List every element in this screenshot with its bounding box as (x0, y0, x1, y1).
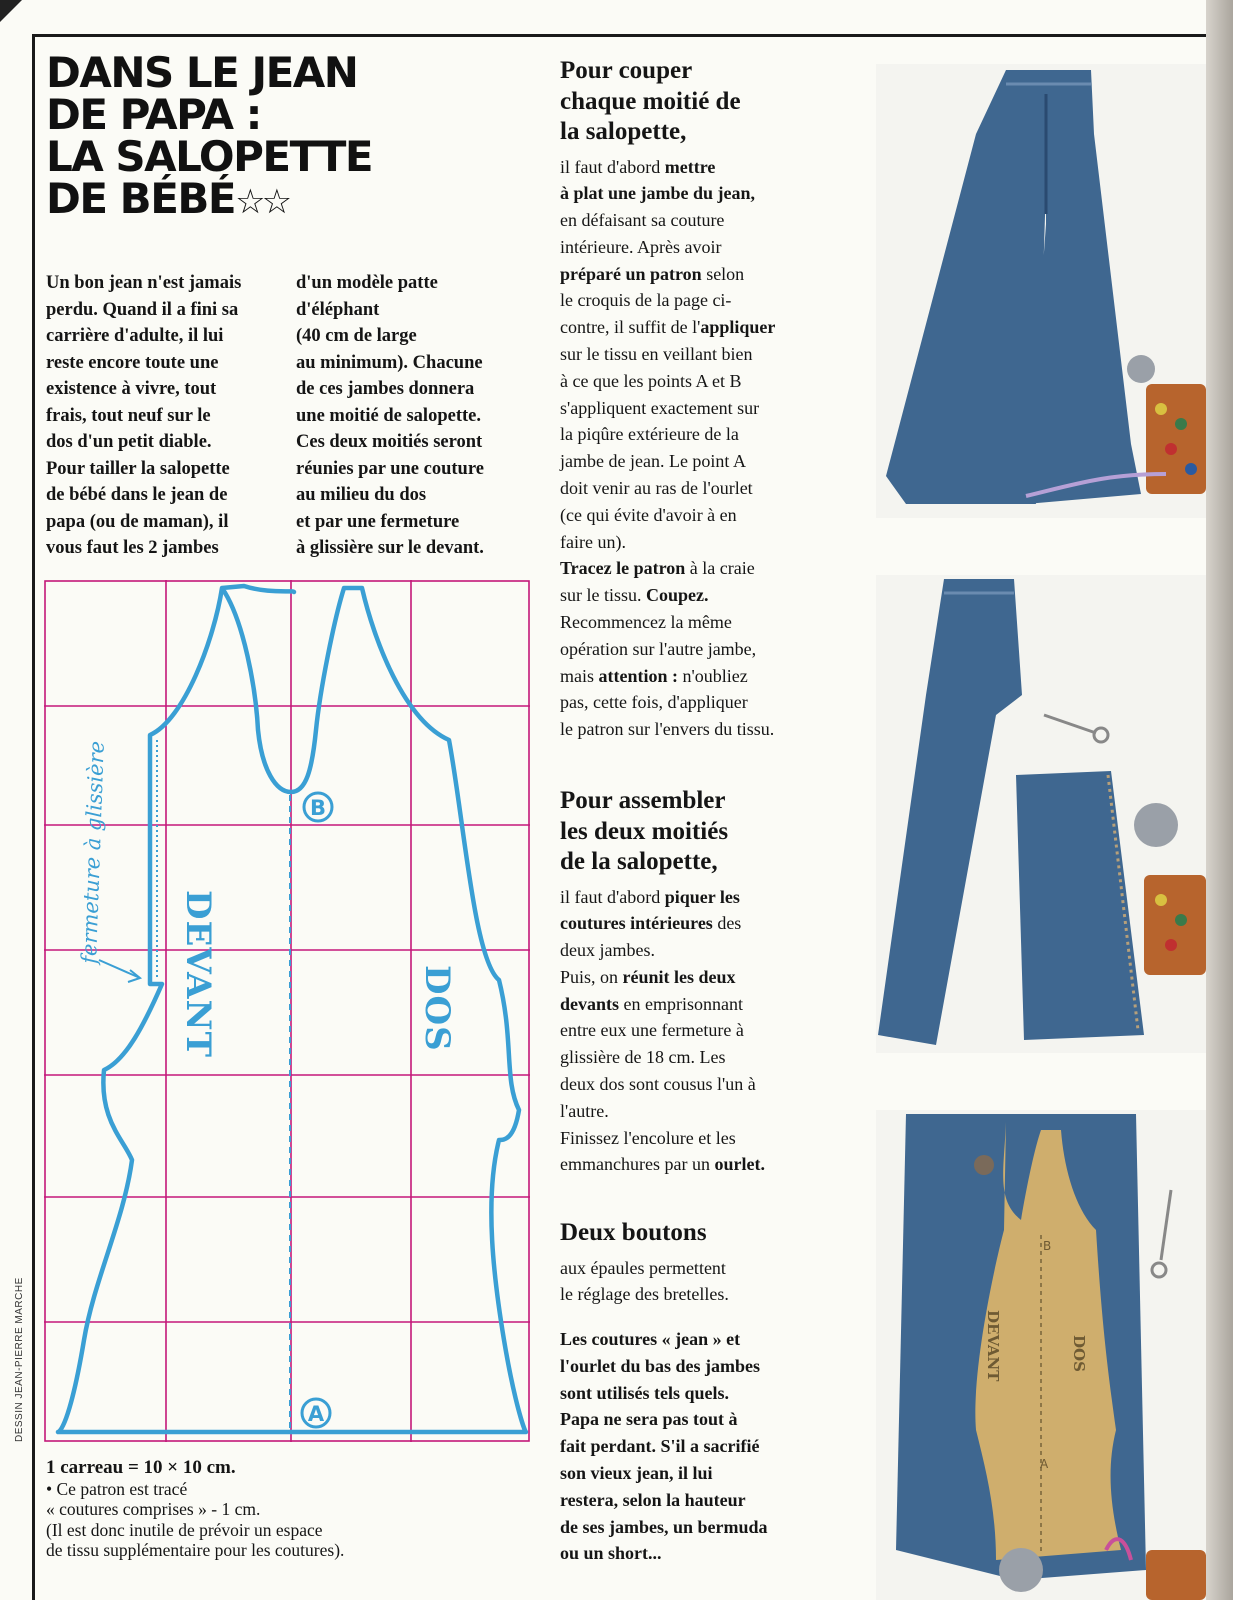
section-assembly (560, 786, 855, 1178)
intro-right-line: une moitié de salopette. (296, 405, 481, 426)
section-buttons-heading (560, 1218, 855, 1249)
intro-column-left (46, 270, 286, 562)
photo-jeans-cut (876, 575, 1206, 1053)
heading-line: Pour couper (560, 57, 693, 84)
text-run: le croquis de la page ci- (560, 290, 732, 311)
page-edge (1206, 0, 1233, 1600)
intro-right-line: d'un modèle patte (296, 273, 438, 293)
text-run: Finissez l'encolure et les (560, 1127, 736, 1148)
intro-right-line: d'éléphant (296, 299, 380, 320)
text-run: devants (560, 993, 620, 1014)
heading-line: Deux boutons (560, 1219, 707, 1246)
point-b-marker (304, 793, 332, 821)
title-line-4 (46, 174, 526, 223)
intro-left-line: de bébé dans le jean de (46, 485, 228, 505)
text-run: en défaisant sa couture (560, 210, 725, 231)
photo-label-devant: DEVANT (984, 1310, 1002, 1382)
intro-right-line: à glissière sur le devant. (296, 538, 484, 558)
text-run: n'oubliez (678, 665, 748, 686)
text-run: préparé un patron (560, 263, 702, 284)
heading-line: de la salopette, (560, 848, 718, 875)
text-run: s'appliquent exactement sur (560, 397, 760, 418)
intro-left-line: carrière d'adulte, il lui (46, 326, 224, 346)
text-run: piquer les (664, 886, 740, 907)
photo-label-a: A (1040, 1457, 1049, 1471)
intro-right-line: Ces deux moitiés seront (296, 432, 483, 452)
text-run: appliquer (700, 317, 776, 338)
closing-paragraph (560, 1326, 855, 1567)
text-run: jambe de jean. Le point A (560, 451, 746, 472)
text-run: aux épaules permettent (560, 1257, 726, 1278)
text-run: à plat une jambe du jean, (560, 183, 756, 204)
text-run: le patron sur l'envers du tissu. (560, 719, 775, 740)
text-run: le réglage des bretelles. (560, 1284, 729, 1305)
closing-line: son vieux jean, il lui (560, 1463, 713, 1484)
title-line-1: DANS LE JEAN (46, 48, 358, 97)
point-a-marker (302, 1399, 330, 1427)
frame-left-rule (32, 34, 35, 1600)
text-run: (ce qui évite d'avoir à en (560, 504, 737, 525)
intro-right-line: (40 cm de large (296, 326, 417, 346)
closing-line: ou un short... (560, 1543, 662, 1564)
photo-pattern-on-jeans (876, 1110, 1206, 1600)
section-assembly-heading (560, 786, 855, 878)
point-a-label: A (307, 1402, 325, 1426)
intro-right-line: au minimum). Chacune (296, 352, 483, 373)
intro-left-line: papa (ou de maman), il (46, 511, 229, 532)
section-cutting (560, 56, 855, 743)
text-run: faire un). (560, 531, 626, 552)
text-run: Puis, on (560, 966, 623, 987)
text-run: contre, il suffit de l' (560, 317, 701, 338)
text-run: Coupez. (646, 585, 709, 606)
text-run: pas, cette fois, d'appliquer (560, 692, 748, 713)
text-run: il faut d'abord (560, 886, 665, 907)
label-devant: DEVANT (178, 890, 218, 1058)
closing-line: restera, selon la hauteur (560, 1489, 746, 1510)
closing-line: Les coutures « jean » et (560, 1329, 741, 1350)
pattern-legend (46, 1458, 536, 1561)
text-run: doit venir au ras de l'ourlet (560, 478, 753, 499)
title-line-3: LA SALOPETTE (46, 132, 373, 181)
article-title (46, 48, 526, 223)
intro-left-line: existence à vivre, tout (46, 379, 217, 399)
intro-left-line: Un bon jean n'est jamais (46, 273, 242, 293)
text-run: il faut d'abord (560, 156, 665, 177)
illustration-credit: DESSIN JEAN-PIERRE MARCHE (14, 1277, 25, 1442)
text-run: deux jambes. (560, 940, 655, 961)
text-run: réunit les deux (622, 966, 736, 987)
title-line-2: DE PAPA : (46, 90, 261, 139)
section-buttons-body (560, 1255, 855, 1309)
text-run: mais (560, 665, 599, 686)
intro-left-line: dos d'un petit diable. (46, 432, 212, 452)
legend-line-4: de tissu supplémentaire pour les coutures). (46, 1540, 345, 1560)
corner-mark (0, 0, 22, 22)
back-piece-outline (291, 588, 526, 1432)
text-run: sur le tissu. (560, 585, 647, 606)
text-run: attention : (598, 665, 678, 686)
pattern-diagram (44, 580, 530, 1442)
intro-left-line: frais, tout neuf sur le (46, 405, 211, 426)
text-run: à ce que les points A et B (560, 370, 742, 391)
text-run: la piqûre extérieure de la (560, 424, 739, 445)
heading-line: Pour assembler (560, 787, 726, 814)
button-icon (974, 1155, 994, 1175)
photo-label-b: B (1043, 1239, 1052, 1253)
text-run: ourlet. (714, 1154, 765, 1175)
legend-line-2: « coutures comprises » - 1 cm. (46, 1499, 261, 1519)
intro-right-line: et par une fermeture (296, 511, 460, 532)
text-run: Recommencez la même (560, 612, 732, 633)
legend-scale: 1 carreau = 10 × 10 cm. (46, 1457, 236, 1478)
point-b-label: B (309, 796, 327, 820)
text-run: sur le tissu en veillant bien (560, 344, 753, 365)
zip-markings (157, 740, 290, 1432)
text-run: Tracez le patron (560, 558, 686, 579)
closing-line: sont utilisés tels quels. (560, 1382, 730, 1403)
intro-left-line: reste encore toute une (46, 352, 219, 373)
text-run: glissière de 18 cm. Les (560, 1047, 726, 1068)
text-run: l'autre. (560, 1100, 609, 1121)
closing-line: fait perdant. S'il a sacrifié (560, 1436, 760, 1457)
intro-right-line: de ces jambes donnera (296, 379, 475, 399)
text-run: mettre (664, 156, 716, 177)
title-line-4-text: DE BÉBÉ (46, 174, 236, 223)
section-cutting-heading (560, 56, 855, 148)
text-run: opération sur l'autre jambe, (560, 638, 757, 659)
intro-right-line: réunies par une couture (296, 458, 484, 479)
difficulty-stars-icon: ☆☆ (235, 182, 289, 222)
intro-right-line: au milieu du dos (296, 485, 427, 505)
text-run: deux dos sont cousus l'un à (560, 1074, 756, 1095)
zip-arrow-icon (99, 960, 140, 982)
section-cutting-body (560, 154, 855, 744)
closing-line: l'ourlet du bas des jambes (560, 1355, 761, 1376)
frame-top-rule (32, 34, 1233, 37)
heading-line: les deux moitiés (560, 817, 729, 845)
intro-left-line: perdu. Quand il a fini sa (46, 299, 239, 320)
text-run: selon (701, 263, 745, 284)
section-buttons (560, 1218, 855, 1567)
text-run: intérieure. Après avoir (560, 236, 722, 257)
closing-line: Papa ne sera pas tout à (560, 1409, 738, 1430)
heading-line: chaque moitié de (560, 87, 741, 115)
legend-line-1: • Ce patron est tracé (46, 1478, 188, 1499)
text-run: entre eux une fermeture à (560, 1020, 744, 1041)
heading-line: la salopette, (560, 118, 687, 145)
front-piece-outline (58, 586, 294, 1432)
legend-line-3: (Il est donc inutile de prévoir un espace (46, 1519, 323, 1540)
section-assembly-body (560, 884, 855, 1179)
photo-label-dos: DOS (1070, 1335, 1088, 1372)
intro-column-right (296, 270, 541, 562)
text-run: emmanchures par un (560, 1154, 715, 1175)
closing-line: de ses jambes, un bermuda (560, 1516, 768, 1537)
zip-note: fermeture à glissière (77, 740, 109, 965)
photo-jeans-flat (876, 64, 1206, 518)
text-run: en emprisonnant (619, 993, 743, 1014)
intro-left-line: Pour tailler la salopette (46, 458, 230, 479)
text-run: coutures intérieures (560, 913, 713, 934)
text-run: à la craie (685, 558, 755, 579)
label-dos: DOS (417, 965, 457, 1052)
intro-left-line: vous faut les 2 jambes (46, 538, 219, 558)
text-run: des (712, 913, 742, 934)
